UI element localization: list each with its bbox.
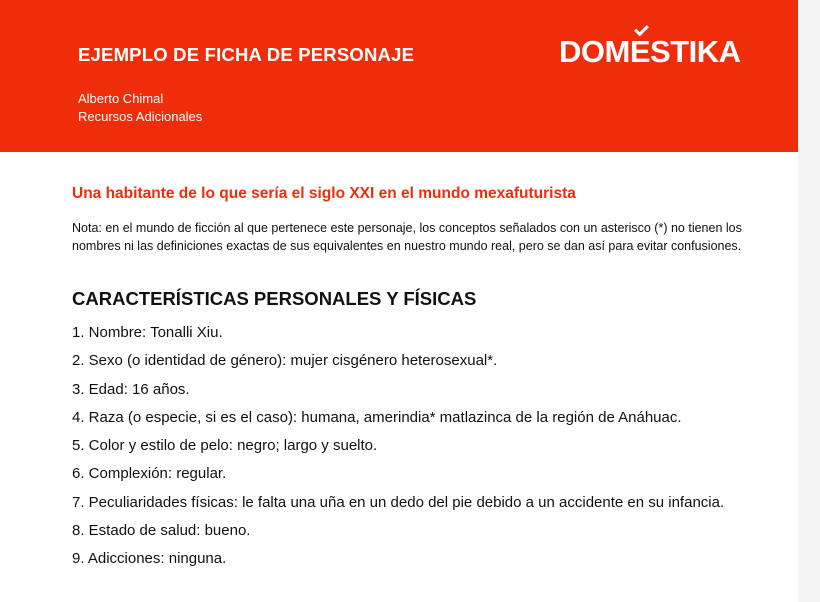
logo-text-end: STIKA bbox=[650, 34, 741, 69]
header-banner bbox=[0, 0, 798, 152]
logo-e-text: E bbox=[629, 34, 651, 69]
characteristics-list bbox=[72, 319, 772, 574]
list-item: 5. Color y estilo de pelo: negro; largo y suelto. bbox=[72, 437, 378, 455]
logo-text-start: DOM bbox=[559, 34, 630, 69]
list-item: 2. Sexo (o identidad de género): mujer cisgénero heterosexual*. bbox=[72, 352, 498, 370]
list-item: 9. Adicciones: ninguna. bbox=[72, 550, 227, 568]
list-item: 4. Raza (o especie, si es el caso): humana, amerindia* matlazinca de la región de Anáhuac. bbox=[72, 408, 682, 426]
domestika-logo bbox=[559, 34, 741, 70]
logo-letter-e bbox=[630, 34, 650, 70]
list-item: 6. Complexión: regular. bbox=[72, 465, 227, 483]
list-item: 1. Nombre: Tonalli Xiu. bbox=[72, 324, 223, 341]
section-heading: CARACTERÍSTICAS PERSONALES Y FÍSICAS bbox=[72, 288, 477, 309]
author-name: Alberto Chimal bbox=[78, 91, 164, 106]
note-paragraph: Nota: en el mundo de ficción al que pertenece este personaje, los conceptos señalados con un asterisco (*) no tienen los nombres ni las definiciones exactas de sus equivalentes en nuestro mundo real, pero se dan así para evitar confusiones. bbox=[72, 221, 742, 253]
list-item: 8. Estado de salud: bueno. bbox=[72, 522, 251, 540]
list-item: 7. Peculiaridades físicas: le falta una uña en un dedo del pie debido a un accidente en su infancia. bbox=[72, 493, 725, 511]
document-title: EJEMPLO DE FICHA DE PERSONAJE bbox=[78, 44, 415, 65]
resources-label: Recursos Adicionales bbox=[78, 109, 203, 124]
character-subtitle: Una habitante de lo que sería el siglo XXI en el mundo mexafuturista bbox=[72, 185, 576, 202]
viewer-gutter bbox=[798, 0, 820, 602]
list-item: 3. Edad: 16 años. bbox=[72, 380, 190, 398]
